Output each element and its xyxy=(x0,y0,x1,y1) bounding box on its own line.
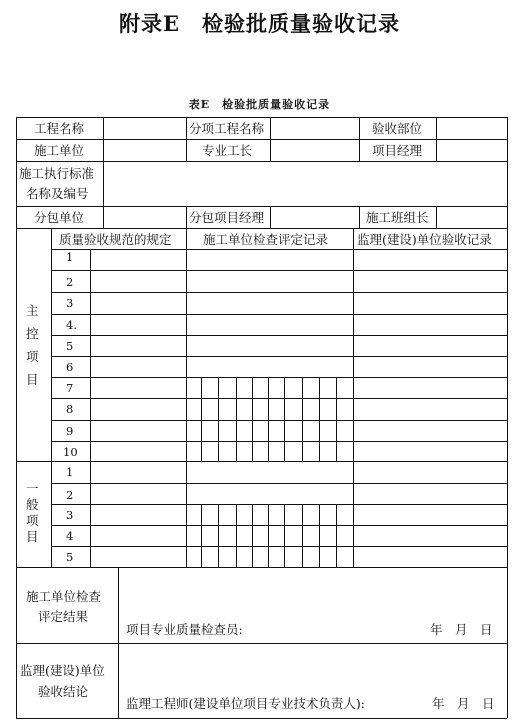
main-control-row-number: 8 xyxy=(66,402,74,416)
main-control-label-1: 主 xyxy=(26,303,39,318)
main-control-label-2: 控 xyxy=(26,326,39,341)
team-leader-label: 施工班组长 xyxy=(366,210,429,225)
grid-line xyxy=(16,139,507,140)
grid-line xyxy=(103,161,104,206)
grid-line xyxy=(336,377,337,461)
general-label-3: 项 xyxy=(26,513,39,528)
grid-line xyxy=(51,377,507,378)
grid-line xyxy=(16,228,507,229)
grid-line xyxy=(336,504,337,567)
document-title: 附录E 检验批质量验收记录 xyxy=(118,11,400,36)
grid-line xyxy=(51,483,507,484)
grid-line xyxy=(16,718,507,719)
standard-label-line2: 名称及编号 xyxy=(26,186,89,201)
grid-line xyxy=(201,504,202,567)
general-label-4: 目 xyxy=(26,529,39,544)
grid-line xyxy=(51,398,507,399)
subcontract-unit-label: 分包单位 xyxy=(34,210,85,225)
grid-line xyxy=(319,377,320,461)
general-row-number: 4 xyxy=(66,529,74,543)
grid-line xyxy=(186,206,187,228)
grid-line xyxy=(51,420,507,421)
contractor-result-label-line2: 评定结果 xyxy=(38,609,89,624)
grid-line xyxy=(51,314,507,315)
grid-line xyxy=(270,206,271,228)
spec-column-header: 质量验收规范的规定 xyxy=(59,232,172,247)
main-control-row-number: 5 xyxy=(66,339,74,353)
project-manager-label: 项目经理 xyxy=(372,143,423,158)
grid-line xyxy=(436,206,437,228)
grid-line xyxy=(319,504,320,567)
grid-line xyxy=(252,504,253,567)
general-row-number: 1 xyxy=(66,465,74,479)
grid-line xyxy=(201,377,202,461)
engineer-date: 年 月 日 xyxy=(432,696,495,711)
grid-line xyxy=(302,377,303,461)
general-label-1: 一 xyxy=(26,481,39,496)
grid-line xyxy=(359,206,360,228)
table-subtitle: 表E 检验批质量验收记录 xyxy=(188,98,331,111)
grid-line xyxy=(218,504,219,567)
main-control-row-number: 6 xyxy=(66,360,74,374)
grid-line xyxy=(268,377,269,461)
main-control-label-4: 目 xyxy=(26,372,39,387)
grid-line xyxy=(51,441,507,442)
grid-line xyxy=(252,377,253,461)
grid-line xyxy=(507,117,508,718)
standard-label-line1: 施工执行标准 xyxy=(19,166,95,181)
main-control-row-number: 1 xyxy=(66,250,74,264)
main-control-row-number: 2 xyxy=(66,275,74,289)
grid-line xyxy=(16,206,507,207)
grid-line xyxy=(236,504,237,567)
main-control-label-3: 项 xyxy=(26,349,39,364)
grid-line xyxy=(236,377,237,461)
grid-line xyxy=(51,525,507,526)
sub-project-name-label: 分项工程名称 xyxy=(189,121,265,136)
main-control-row-number: 4. xyxy=(66,318,77,332)
grid-line xyxy=(284,504,285,567)
supervisor-check-column-header: 监理(建设)单位验收记录 xyxy=(357,232,492,247)
main-control-row-number: 3 xyxy=(66,296,74,310)
grid-line xyxy=(16,567,507,568)
grid-line xyxy=(51,249,507,250)
contractor-check-column-header: 施工单位检查评定记录 xyxy=(203,232,329,247)
main-control-row-number: 10 xyxy=(63,445,78,459)
grid-line xyxy=(268,504,269,567)
main-control-row-number: 9 xyxy=(66,424,74,438)
grid-line xyxy=(359,117,360,161)
grid-line xyxy=(16,117,17,718)
grid-line xyxy=(218,377,219,461)
project-name-label: 工程名称 xyxy=(34,121,85,136)
quality-inspector-signature: 项目专业质量检查员: xyxy=(126,622,243,637)
grid-line xyxy=(302,504,303,567)
grid-line xyxy=(103,206,104,228)
grid-line xyxy=(270,117,271,161)
subcontract-manager-label: 分包项目经理 xyxy=(189,210,265,225)
supervising-engineer-signature: 监理工程师(建设单位项目专业技术负责人): xyxy=(126,696,365,711)
foreman-label: 专业工长 xyxy=(202,143,253,158)
grid-line xyxy=(51,335,507,336)
contractor-result-label-line1: 施工单位检查 xyxy=(26,589,102,604)
grid-line xyxy=(284,377,285,461)
grid-line xyxy=(16,161,507,162)
supervisor-conclusion-label-line2: 验收结论 xyxy=(38,684,89,699)
inspector-date: 年 月 日 xyxy=(430,622,493,637)
general-row-number: 2 xyxy=(66,488,74,502)
grid-line xyxy=(51,292,507,293)
grid-line xyxy=(16,643,507,644)
grid-line xyxy=(51,546,507,547)
grid-line xyxy=(51,356,507,357)
acceptance-part-label: 验收部位 xyxy=(372,121,423,136)
grid-line xyxy=(16,461,507,462)
general-row-number: 3 xyxy=(66,508,74,522)
construction-unit-label: 施工单位 xyxy=(34,143,85,158)
main-control-row-number: 7 xyxy=(66,381,74,395)
grid-line xyxy=(186,117,187,161)
grid-line xyxy=(51,270,507,271)
grid-line xyxy=(90,249,91,567)
supervisor-conclusion-label-line1: 监理(建设)单位 xyxy=(20,663,105,678)
grid-line xyxy=(103,117,104,161)
general-row-number: 5 xyxy=(66,550,74,564)
grid-line xyxy=(436,117,437,161)
grid-line xyxy=(51,504,507,505)
grid-line xyxy=(16,117,507,118)
general-label-2: 般 xyxy=(26,497,39,512)
